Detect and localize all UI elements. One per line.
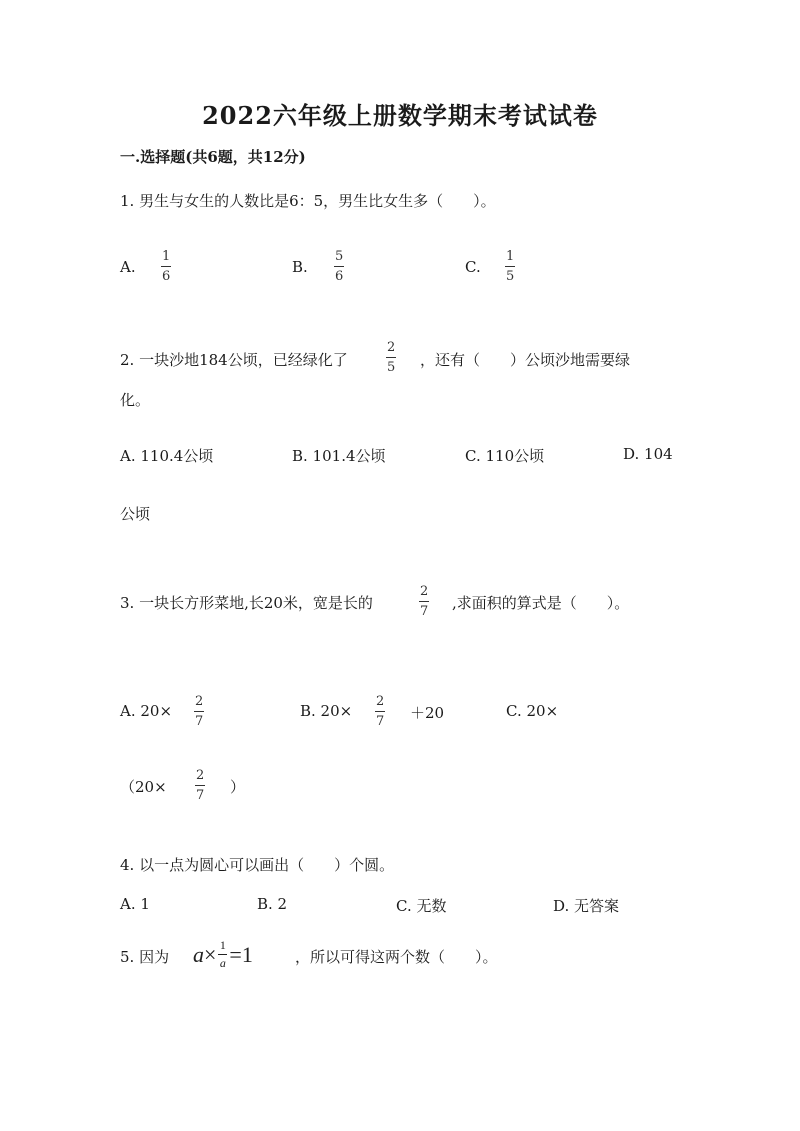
formula-fraction bbox=[218, 938, 227, 971]
q3-option-a-prefix: A. 20× bbox=[120, 702, 173, 720]
q3-option-c-prefix: C. 20× bbox=[506, 702, 559, 720]
fraction-numerator: 2 bbox=[420, 584, 429, 599]
fraction-denominator: a bbox=[219, 956, 226, 970]
fraction-numerator: 1 bbox=[506, 249, 515, 264]
fraction-denominator: 6 bbox=[335, 269, 344, 284]
fraction-denominator: 7 bbox=[196, 788, 205, 803]
question-5-text-start: 5. 因为 bbox=[120, 948, 170, 966]
fraction-numerator: 5 bbox=[335, 249, 344, 264]
formula-variable: a bbox=[193, 941, 204, 967]
fraction-bar bbox=[419, 601, 429, 602]
q1-option-c-label: C. bbox=[465, 258, 481, 276]
fraction-bar bbox=[161, 266, 171, 267]
q3-option-a-fraction bbox=[193, 695, 205, 728]
q3-option-c-fraction bbox=[194, 769, 206, 802]
fraction-bar bbox=[386, 357, 396, 358]
question-2-text-wrap: 化。 bbox=[120, 391, 151, 409]
q3-option-b-suffix: ＋20 bbox=[410, 704, 445, 722]
fraction-bar bbox=[218, 954, 227, 955]
section-heading: 一.选择题(共6题，共12分) bbox=[120, 148, 306, 166]
q3-option-b-fraction bbox=[374, 695, 386, 728]
q3-option-c-wrap-prefix: （20× bbox=[120, 778, 167, 796]
q4-option-c: C. 无数 bbox=[396, 897, 447, 915]
fraction-numerator: 1 bbox=[162, 249, 171, 264]
formula-one: 1 bbox=[241, 941, 253, 967]
q5-formula bbox=[193, 938, 253, 971]
q2-option-d: D. 104 bbox=[623, 445, 673, 463]
fraction-denominator: 5 bbox=[506, 269, 515, 284]
fraction-denominator: 5 bbox=[387, 360, 396, 375]
q1-option-b-fraction bbox=[333, 250, 345, 283]
q4-option-b: B. 2 bbox=[257, 895, 288, 913]
q1-option-b-label: B. bbox=[292, 258, 308, 276]
fraction-bar bbox=[334, 266, 344, 267]
fraction-numerator: 2 bbox=[196, 768, 205, 783]
fraction-numerator: 2 bbox=[387, 340, 396, 355]
fraction-numerator: 2 bbox=[376, 694, 385, 709]
q2-option-c: C. 110公顷 bbox=[465, 447, 545, 465]
q3-fraction bbox=[418, 585, 430, 618]
fraction-numerator: 1 bbox=[219, 938, 226, 952]
question-3-text-start: 3. 一块长方形菜地,长20米，宽是长的 bbox=[120, 594, 373, 612]
fraction-bar bbox=[375, 711, 385, 712]
fraction-numerator: 2 bbox=[195, 694, 204, 709]
fraction-denominator: 7 bbox=[195, 714, 204, 729]
fraction-bar bbox=[194, 711, 204, 712]
q2-option-d-wrap: 公顷 bbox=[120, 505, 151, 523]
formula-equals: = bbox=[229, 941, 242, 967]
q3-option-c-wrap-suffix: ） bbox=[230, 778, 246, 796]
formula-times: × bbox=[204, 941, 217, 967]
question-1-text: 1. 男生与女生的人数比是6：5，男生比女生多（ ）。 bbox=[120, 192, 496, 210]
question-2-text-start: 2. 一块沙地184公顷，已经绿化了 bbox=[120, 351, 348, 369]
fraction-denominator: 6 bbox=[162, 269, 171, 284]
question-3-text-end: ,求面积的算式是（ ）。 bbox=[452, 594, 630, 612]
question-5-text-end: ，所以可得这两个数（ ）。 bbox=[295, 948, 498, 966]
page-title: 2022六年级上册数学期末考试试卷 bbox=[202, 101, 598, 130]
fraction-denominator: 7 bbox=[376, 714, 385, 729]
q1-option-a-fraction bbox=[160, 250, 172, 283]
q4-option-a: A. 1 bbox=[120, 895, 150, 913]
q1-option-c-fraction bbox=[504, 250, 516, 283]
q2-fraction bbox=[385, 341, 397, 374]
question-2-text-end: ，还有（ ）公顷沙地需要绿 bbox=[420, 351, 631, 369]
q2-option-b: B. 101.4公顷 bbox=[292, 447, 386, 465]
q1-option-a-label: A. bbox=[120, 258, 136, 276]
q4-option-d: D. 无答案 bbox=[553, 897, 620, 915]
q3-option-b-prefix: B. 20× bbox=[300, 702, 353, 720]
fraction-bar bbox=[195, 785, 205, 786]
question-4-text: 4. 以一点为圆心可以画出（ ）个圆。 bbox=[120, 856, 395, 874]
fraction-bar bbox=[505, 266, 515, 267]
q2-option-a: A. 110.4公顷 bbox=[120, 447, 214, 465]
fraction-denominator: 7 bbox=[420, 604, 429, 619]
